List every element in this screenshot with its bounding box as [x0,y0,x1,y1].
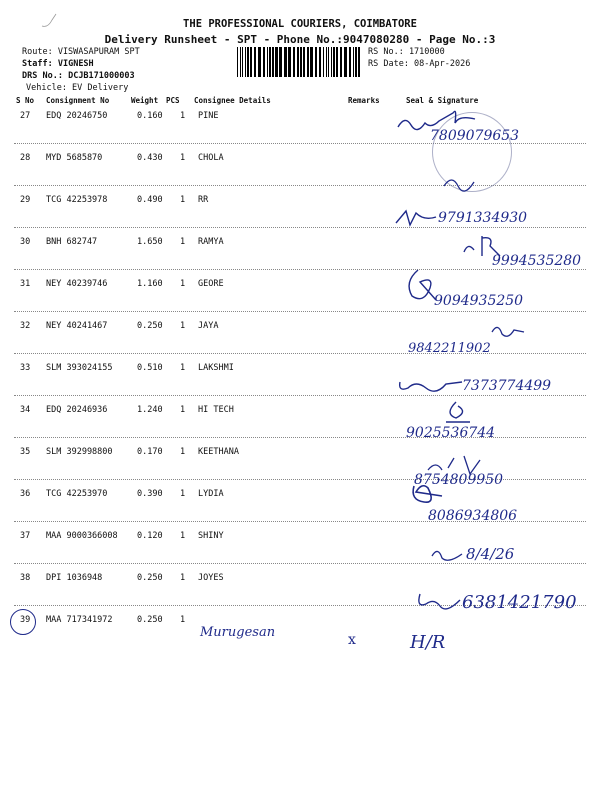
barcode-bar [269,47,271,77]
row-consignment: SLM 392998800 [46,447,113,457]
row-sno: 33 [20,363,31,373]
barcode-bar [240,47,241,77]
barcode-bar [331,47,332,77]
row-consignment: TCG 42253978 [46,195,108,205]
status-39: H/R [410,632,446,653]
row-pcs: 1 [180,195,186,205]
row-consignment: TCG 42253970 [46,489,108,499]
col-consignment: Consignment No [46,96,110,105]
phone-27: 7809079653 [430,128,520,144]
row-sno: 36 [20,489,31,499]
drs-label: DRS No.: [22,71,63,81]
date-37: 8/4/26 [466,545,515,563]
row-pcs: 1 [180,573,186,583]
row-weight: 0.390 [137,489,163,499]
row-separator [14,185,586,186]
barcode-bar [307,47,309,77]
col-consignee: Consignee Details [194,96,271,105]
barcode-bar [355,47,357,77]
row-pcs: 1 [180,489,186,499]
row-consignee: RAMYA [198,237,224,247]
phone-34: 9025536744 [406,425,496,441]
row-pcs: 1 [180,405,186,415]
staff-line [22,59,94,69]
row-consignment: NEY 40239746 [46,279,108,289]
company-title: THE PROFESSIONAL COURIERS, COIMBATORE [183,18,417,30]
row-consignment: EDQ 20246936 [46,405,108,415]
barcode-bar [279,47,282,77]
phone-32: 9842211902 [408,341,491,356]
row-consignment: BNH 682747 [46,237,98,247]
row-consignee: JAYA [198,321,219,331]
col-pcs: PCS [166,96,180,105]
row-sno: 35 [20,447,31,457]
barcode-bar [258,47,261,77]
row-sno: 27 [20,111,31,121]
phone-30: 9994535280 [492,253,582,269]
row-consignee: PINE [198,111,219,121]
row-sno: 37 [20,531,31,541]
row-separator [14,353,586,354]
barcode-bar [323,47,324,77]
phone-29: 9791334930 [438,210,528,226]
row-weight: 0.510 [137,363,163,373]
row-consignee: SHINY [198,531,224,541]
row-pcs: 1 [180,237,186,247]
signature-29 [392,205,440,231]
row-consignee: KEETHANA [198,447,239,457]
row-consignment: MAA 9000366008 [46,531,118,541]
row-consignment: DPI 1036948 [46,573,103,583]
row-pcs: 1 [180,111,186,121]
row-separator [14,227,586,228]
signature-37 [428,544,468,566]
col-sno: S No [16,96,35,105]
row-weight: 1.650 [137,237,163,247]
row-sno: 34 [20,405,31,415]
row-weight: 0.250 [137,615,163,625]
barcode-bar [293,47,295,77]
row-separator [14,311,586,312]
signature-34 [440,400,474,428]
barcode-bar [319,47,321,77]
drs-number: DCJB171000003 [68,71,135,81]
row-pcs: 1 [180,321,186,331]
barcode-bar [303,47,305,77]
col-remarks: Remarks [348,96,380,105]
row-consignment: MAA 717341972 [46,615,113,625]
row-weight: 0.430 [137,153,163,163]
barcode-bar [254,47,256,77]
row-consignment: EDQ 20246750 [46,111,108,121]
barcode-bar [267,47,268,77]
barcode-bar [284,47,287,77]
row-consignee: GEORE [198,279,224,289]
row-separator [14,269,586,270]
signature-28 [440,172,480,194]
barcode-bar [247,47,249,77]
runsheet-subtitle: Delivery Runsheet - SPT - Phone No.:9047080280 - Page No.:3 [104,33,496,46]
barcode-bar [242,47,243,77]
row-sno: 28 [20,153,31,163]
rs-number: RS No.: 1710000 [368,47,445,57]
barcode-bar [245,47,246,77]
row-consignee: RR [198,195,209,205]
name-39: Murugesan [200,625,276,640]
row-pcs: 1 [180,447,186,457]
row-consignee: LYDIA [198,489,224,499]
barcode-bar [349,47,351,77]
barcode-bar [315,47,317,77]
signature-36 [408,478,448,510]
rs-date: RS Date: 08-Apr-2026 [368,59,471,69]
row-pcs: 1 [180,279,186,289]
row-weight: 0.160 [137,111,163,121]
row-weight: 0.170 [137,447,163,457]
barcode-bar [353,47,354,77]
barcode-bar [250,47,252,77]
row-weight: 0.120 [137,531,163,541]
row-consignment: NEY 40241467 [46,321,108,331]
row-sno: 31 [20,279,31,289]
barcode-bar [263,47,265,77]
row-pcs: 1 [180,153,186,163]
barcode-bar [340,47,342,77]
phone-38: 6381421790 [462,592,577,613]
barcode-bar [272,47,274,77]
row-consignee: JOYES [198,573,224,583]
staff-name: VIGNESH [57,59,94,69]
row-consignee: CHOLA [198,153,224,163]
barcode-bar [310,47,313,77]
phone-31: 9094935250 [434,293,524,309]
row-consignment: SLM 393024155 [46,363,113,373]
row-weight: 0.490 [137,195,163,205]
phone-33: 7373774499 [462,378,552,394]
row-pcs: 1 [180,615,186,625]
remark-39: x [348,632,356,648]
vehicle-label: Vehicle: EV Delivery [26,83,129,93]
signature-32 [488,320,528,344]
row-sno: 39 [20,615,31,625]
phone-36: 8086934806 [428,508,518,524]
row-pcs: 1 [180,531,186,541]
col-seal-signature: Seal & Signature [406,96,479,105]
row-separator [14,437,586,438]
route-label: Route: VISWASAPURAM SPT [22,47,140,57]
barcode-bar [300,47,302,77]
row-weight: 1.240 [137,405,163,415]
barcode-bar [358,47,360,77]
row-39-circle-mark [10,609,36,635]
row-weight: 0.250 [137,321,163,331]
row-sno: 38 [20,573,31,583]
barcode-bar [297,47,299,77]
barcode-bar [328,47,329,77]
barcode-bar [336,47,338,77]
signature-38 [414,588,464,614]
phone-35: 8754809950 [414,472,504,488]
barcode [236,47,362,77]
row-sno: 32 [20,321,31,331]
row-consignee: LAKSHMI [198,363,234,373]
row-pcs: 1 [180,363,186,373]
row-consignee: HI TECH [198,405,234,415]
staff-label: Staff: [22,59,53,69]
barcode-bar [275,47,278,77]
row-separator [14,395,586,396]
col-weight: Weight [131,96,159,105]
row-consignment: MYD 5685870 [46,153,103,163]
row-weight: 1.160 [137,279,163,289]
barcode-bar [326,47,327,77]
barcode-bar [344,47,347,77]
row-sno: 30 [20,237,31,247]
row-separator [14,563,586,564]
barcode-bar [333,47,335,77]
drs-line [22,71,135,81]
signature-33 [396,370,466,396]
barcode-bar [288,47,291,77]
row-sno: 29 [20,195,31,205]
barcode-bar [237,47,238,77]
row-weight: 0.250 [137,573,163,583]
